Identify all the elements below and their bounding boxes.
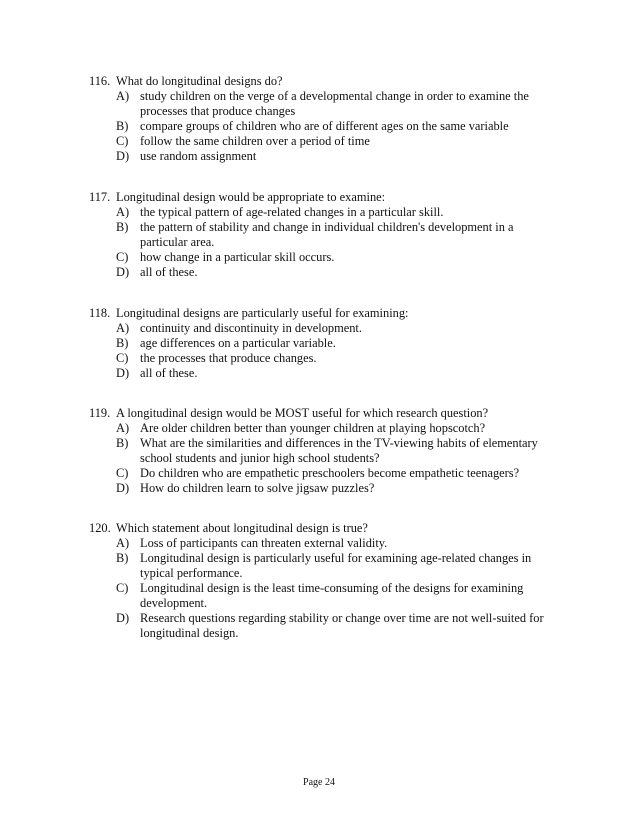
option-c — [89, 351, 559, 366]
page-number: Page 24 — [303, 777, 335, 788]
option-text: Loss of participants can threaten external validity. — [140, 536, 388, 550]
option-a — [89, 205, 559, 220]
question-118 — [89, 306, 559, 381]
question-text: Longitudinal design would be appropriate to examine: — [116, 190, 386, 204]
option-text: the pattern of stability and change in individual children's development in a particular area. — [140, 220, 514, 249]
question-number: 118. — [89, 306, 111, 320]
option-label: A) — [116, 536, 130, 550]
question-120 — [89, 521, 559, 641]
option-c — [89, 581, 559, 611]
option-text: how change in a particular skill occurs. — [140, 250, 335, 264]
option-d — [89, 149, 559, 164]
question-text: What do longitudinal designs do? — [116, 74, 283, 88]
option-label: A) — [116, 205, 130, 219]
option-text: all of these. — [140, 366, 198, 380]
option-label: A) — [116, 89, 130, 103]
option-label: C) — [116, 250, 129, 264]
option-label: B) — [116, 551, 129, 565]
option-text: follow the same children over a period of time — [140, 134, 370, 148]
question-text: A longitudinal design would be MOST useful for which research question? — [116, 406, 489, 420]
option-d — [89, 611, 559, 641]
option-text: Are older children better than younger children at playing hopscotch? — [140, 421, 486, 435]
option-text: What are the similarities and differences in the TV-viewing habits of elementary school students and junior high school students? — [140, 436, 538, 465]
option-label: D) — [116, 481, 130, 495]
option-label: C) — [116, 351, 129, 365]
question-117 — [89, 190, 559, 280]
option-text: How do children learn to solve jigsaw puzzles? — [140, 481, 375, 495]
option-text: study children on the verge of a developmental change in order to examine the processes that produce changes — [140, 89, 529, 118]
option-c — [89, 250, 559, 265]
option-b — [89, 220, 559, 250]
option-b — [89, 436, 559, 466]
option-label: C) — [116, 581, 129, 595]
option-text: compare groups of children who are of different ages on the same variable — [140, 119, 509, 133]
option-text: Research questions regarding stability or change over time are not well-suited for longitudinal design. — [140, 611, 544, 640]
option-text: Longitudinal design is the least time-consuming of the designs for examining development. — [140, 581, 524, 610]
option-b — [89, 551, 559, 581]
option-text: use random assignment — [140, 149, 257, 163]
option-text: the typical pattern of age-related changes in a particular skill. — [140, 205, 444, 219]
question-119 — [89, 406, 559, 496]
option-text: continuity and discontinuity in development. — [140, 321, 362, 335]
option-a — [89, 321, 559, 336]
question-stem — [89, 406, 559, 421]
option-label: B) — [116, 336, 129, 350]
question-number: 116. — [89, 74, 111, 88]
option-d — [89, 265, 559, 280]
question-stem — [89, 74, 559, 89]
option-a — [89, 89, 559, 119]
option-label: D) — [116, 366, 130, 380]
option-a — [89, 536, 559, 551]
question-stem — [89, 306, 559, 321]
option-label: D) — [116, 265, 130, 279]
option-c — [89, 134, 559, 149]
option-label: D) — [116, 611, 130, 625]
option-d — [89, 481, 559, 496]
option-c — [89, 466, 559, 481]
question-stem — [89, 521, 559, 536]
option-label: B) — [116, 119, 129, 133]
option-text: the processes that produce changes. — [140, 351, 317, 365]
option-text: Do children who are empathetic preschoolers become empathetic teenagers? — [140, 466, 520, 480]
question-116 — [89, 74, 559, 164]
option-text: Longitudinal design is particularly useful for examining age-related changes in typical performance. — [140, 551, 532, 580]
option-label: C) — [116, 134, 129, 148]
option-b — [89, 119, 559, 134]
option-text: all of these. — [140, 265, 198, 279]
option-text: age differences on a particular variable. — [140, 336, 336, 350]
option-label: C) — [116, 466, 129, 480]
option-b — [89, 336, 559, 351]
question-number: 117. — [89, 190, 111, 204]
question-number: 120. — [89, 521, 111, 535]
question-text: Longitudinal designs are particularly useful for examining: — [116, 306, 409, 320]
option-label: B) — [116, 436, 129, 450]
option-a — [89, 421, 559, 436]
question-number: 119. — [89, 406, 111, 420]
question-text: Which statement about longitudinal design is true? — [116, 521, 368, 535]
option-label: D) — [116, 149, 130, 163]
option-label: A) — [116, 321, 130, 335]
option-label: B) — [116, 220, 129, 234]
option-label: A) — [116, 421, 130, 435]
question-stem — [89, 190, 559, 205]
option-d — [89, 366, 559, 381]
